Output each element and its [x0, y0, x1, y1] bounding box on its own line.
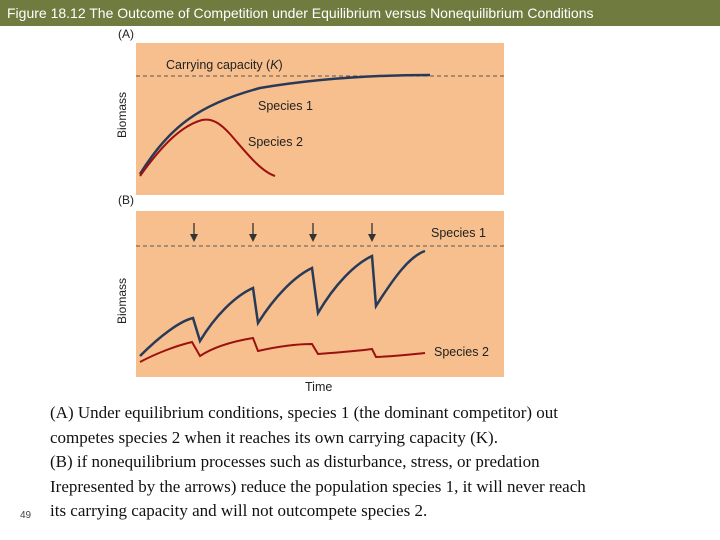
panel-b-ylabel: Biomass — [115, 277, 129, 324]
slide-number: 49 — [20, 510, 32, 521]
caption-line: its carrying capacity and will not outcompete species 2. — [50, 501, 428, 520]
slide-title: Figure 18.12 The Outcome of Competition under Equilibrium versus Nonequilibrium Conditions — [0, 0, 720, 26]
caption-line: (A) Under equilibrium conditions, species 1 (the dominant competitor) out — [50, 403, 558, 422]
panel-b-label: (B) — [118, 193, 134, 207]
panel-b-species1-label: Species 1 — [431, 226, 486, 240]
caption-line: (B) if nonequilibrium processes such as disturbance, stress, or predation — [50, 452, 540, 471]
caption-line: Irepresented by the arrows) reduce the population species 1, it will never reach — [50, 476, 586, 496]
panel-a-species1-label: Species 1 — [258, 99, 313, 113]
figure-caption — [50, 401, 710, 524]
x-axis-label: Time — [305, 380, 333, 394]
panel-a-label: (A) — [118, 27, 134, 41]
panel-a-ylabel: Biomass — [115, 91, 129, 138]
panel-a-species2-label: Species 2 — [248, 135, 303, 149]
carrying-capacity-label: Carrying capacity (K) — [166, 58, 283, 72]
competition-figure — [100, 26, 520, 396]
panel-b-species2-label: Species 2 — [434, 345, 489, 359]
caption-line: competes species 2 when it reaches its own carrying capacity (K). — [50, 427, 498, 447]
